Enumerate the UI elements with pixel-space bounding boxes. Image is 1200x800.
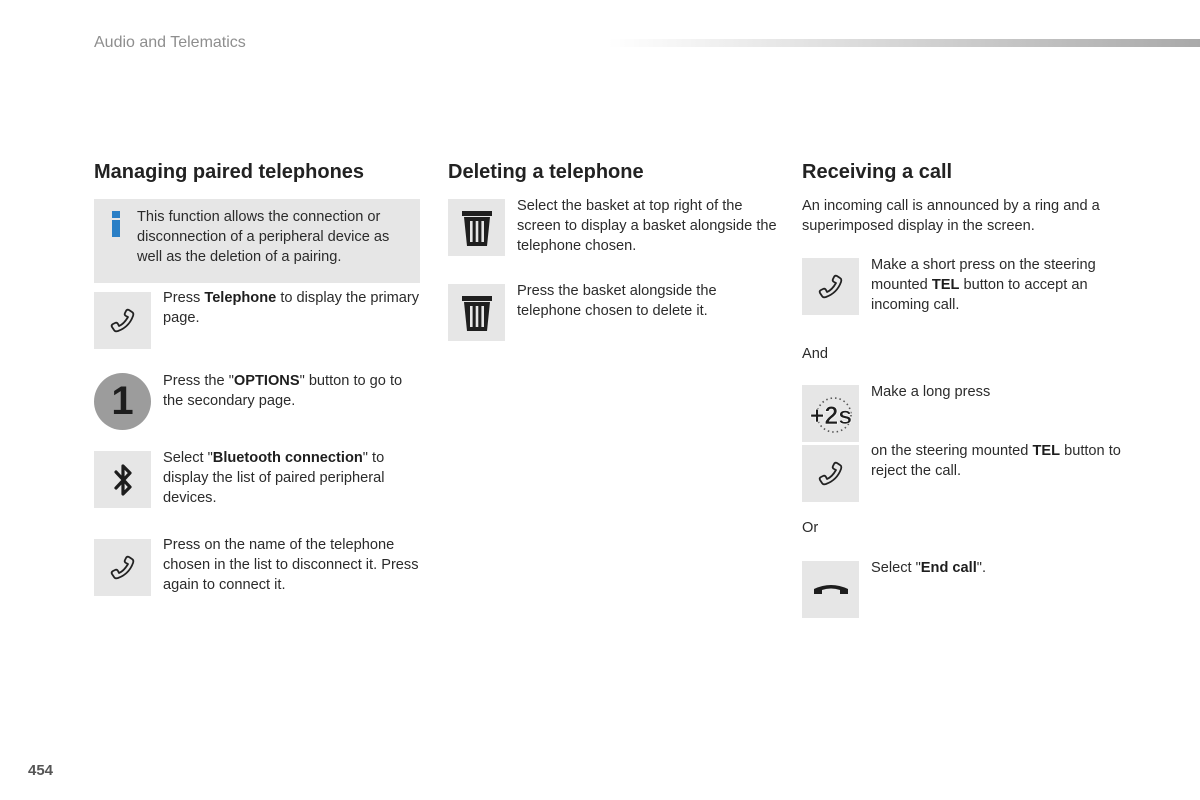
trash-icon-tile (448, 199, 505, 256)
step-reject-text: on the steering mounted TEL button to reject the call. (871, 443, 1121, 479)
header-title: Audio and Telematics (94, 34, 246, 51)
or-text: Or (802, 520, 819, 536)
trash-icon (460, 208, 494, 248)
step-select-basket-text: Select the basket at top right of the screen to display a basket alongside the telephone chosen. (517, 198, 777, 254)
bluetooth-icon-tile (94, 451, 151, 508)
step-options-text: Press the "OPTIONS" button to go to the secondary page. (163, 373, 403, 409)
step-long-press-text: Make a long press (871, 384, 991, 400)
step-disconnect-text: Press on the name of the telephone chosen in the list to disconnect it. Press again to connect it. (163, 537, 419, 593)
step-telephone-text: Press Telephone to display the primary page. (163, 290, 420, 326)
step-end-call-text: Select "End call". (871, 560, 987, 576)
trash-icon (460, 293, 494, 333)
phone-icon-tile (94, 292, 151, 349)
phone-icon-tile (802, 258, 859, 315)
section-title-deleting: Deleting a telephone (448, 161, 644, 183)
section-title-managing: Managing paired telephones (94, 161, 365, 183)
hangup-icon-tile (802, 561, 859, 618)
intro-text: An incoming call is announced by a ring and a superimposed display in the screen. (802, 198, 1100, 234)
phone-icon-tile (94, 539, 151, 596)
phone-icon (815, 271, 847, 303)
step-bluetooth-text: Select "Bluetooth connection" to display the list of paired peripheral devices. (163, 450, 385, 506)
page-number: 454 (28, 762, 54, 779)
step-short-press-text: Make a short press on the steering mounted TEL button to accept an incoming call. (871, 257, 1096, 313)
timer-badge-text: +2s (809, 401, 852, 430)
phone-icon (107, 552, 139, 584)
and-text: And (802, 346, 828, 362)
timer-icon-tile (802, 385, 859, 442)
info-text: This function allows the connection or disconnection of a peripheral device as well as the deletion of a pairing. (137, 209, 390, 265)
header-bar (608, 39, 1200, 47)
phone-icon (815, 458, 847, 490)
step-number-badge: 1 (94, 373, 151, 430)
info-box (94, 199, 420, 283)
hangup-icon (811, 578, 851, 602)
timer-icon (804, 387, 858, 441)
bluetooth-icon (107, 460, 139, 500)
trash-icon-tile (448, 284, 505, 341)
phone-icon-tile (802, 445, 859, 502)
info-icon (110, 211, 122, 237)
section-title-receiving: Receiving a call (802, 161, 953, 183)
step-press-basket-text: Press the basket alongside the telephone chosen to delete it. (517, 283, 717, 319)
phone-icon (107, 305, 139, 337)
